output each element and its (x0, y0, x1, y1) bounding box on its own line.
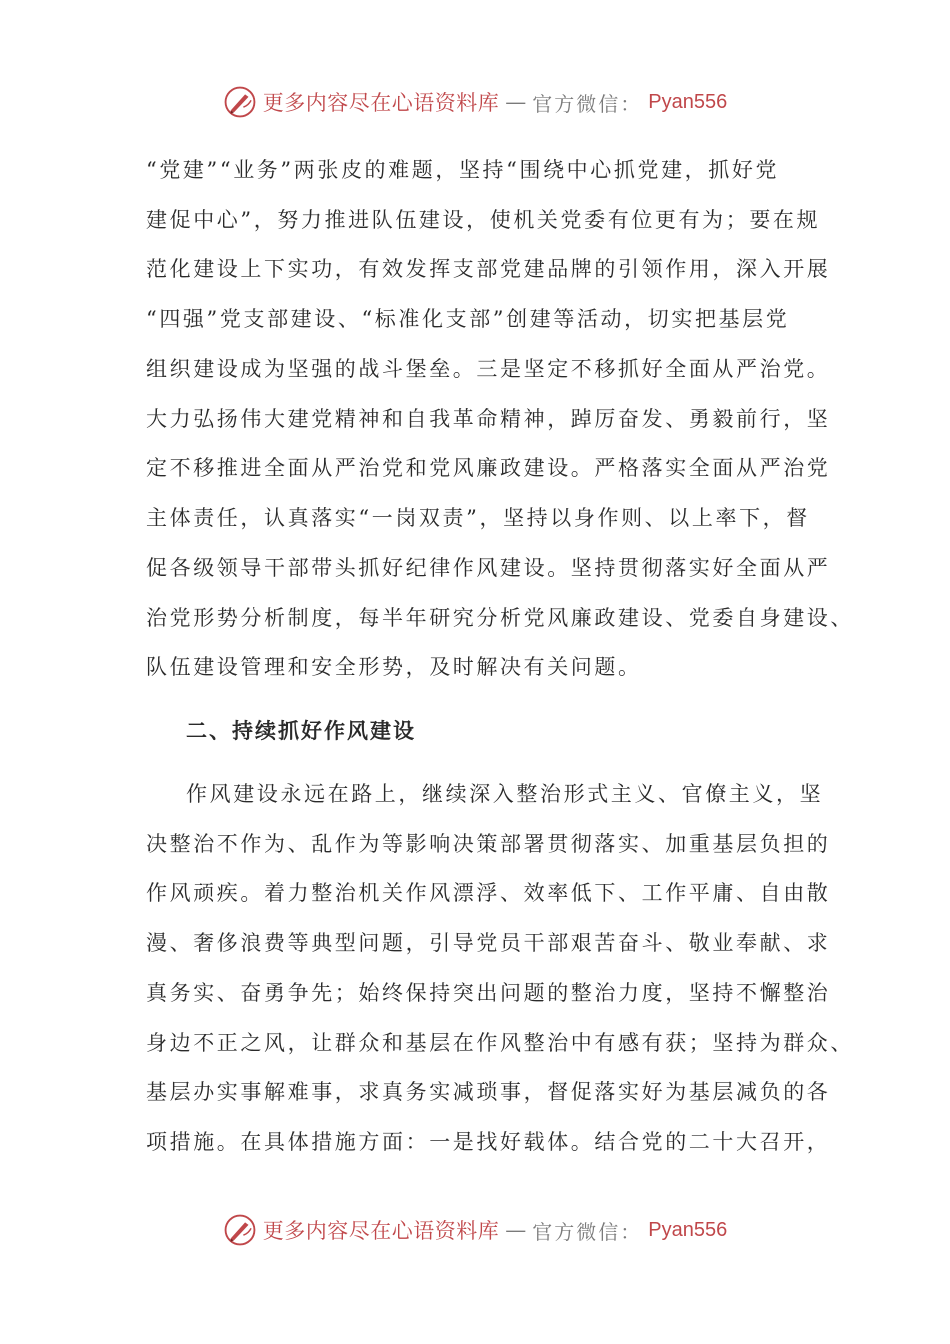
watermark-separator: — (505, 90, 527, 114)
text-line: 作风顽疾。着力整治机关作风漂浮、效率低下、工作平庸、自由散 (146, 881, 831, 905)
watermark-brand: 更多内容尽在心语资料库 (262, 91, 500, 115)
text-line: 范化建设上下实功，有效发挥支部党建品牌的引领作用，深入开展 (146, 257, 831, 281)
watermark-wechat-id: Pyan556 (648, 1218, 728, 1241)
text-line: 促各级领导干部带头抓好纪律作风建设。坚持贯彻落实好全面从严 (146, 556, 831, 580)
text-line: 基层办实事解难事，求真务实减琐事，督促落实好为基层减负的各 (146, 1080, 831, 1104)
text-line: “党建”“业务”两张皮的难题，坚持“围绕中心抓党建，抓好党 (146, 158, 780, 182)
text-line: 身边不正之风，让群众和基层在作风整治中有感有获；坚持为群众、 (146, 1031, 854, 1055)
text-line: 项措施。在具体措施方面：一是找好载体。结合党的二十大召开， (146, 1130, 831, 1154)
footer-watermark (0, 1210, 950, 1250)
watermark-brand: 更多内容尽在心语资料库 (262, 1219, 500, 1243)
text-line: 大力弘扬伟大建党精神和自我革命精神，踔厉奋发、勇毅前行，坚 (146, 407, 831, 431)
watermark-wechat-label: 官方微信： (532, 1219, 643, 1244)
watermark-wechat-id: Pyan556 (648, 90, 728, 113)
text-line: 决整治不作为、乱作为等影响决策部署贯彻落实、加重基层负担的 (146, 832, 831, 856)
text-line: 建促中心”，努力推进队伍建设，使机关党委有位更有为；要在规 (146, 208, 821, 232)
watermark-separator: — (505, 1218, 527, 1242)
text-line: 定不移推进全面从严治党和党风廉政建设。严格落实全面从严治党 (146, 456, 831, 480)
pen-logo-icon (223, 1213, 257, 1247)
text-line: 漫、奢侈浪费等典型问题，引导党员干部艰苦奋斗、敬业奉献、求 (146, 931, 831, 955)
text-line: 组织建设成为坚强的战斗堡垒。三是坚定不移抓好全面从严治党。 (146, 357, 831, 381)
text-line: 主体责任，认真落实“一岗双责”，坚持以身作则、以上率下，督 (146, 506, 810, 530)
text-line: 真务实、奋勇争先；始终保持突出问题的整治力度，坚持不懈整治 (146, 981, 831, 1005)
section-heading: 二、持续抓好作风建设 (186, 718, 416, 743)
text-line: 作风建设永远在路上，继续深入整治形式主义、官僚主义，坚 (186, 782, 824, 806)
text-line: 队伍建设管理和安全形势，及时解决有关问题。 (146, 655, 642, 679)
header-watermark (0, 82, 950, 122)
text-line: “四强”党支部建设、“标准化支部”创建等活动，切实把基层党 (146, 307, 790, 331)
watermark-wechat-label: 官方微信： (532, 91, 643, 116)
pen-logo-icon (223, 85, 257, 119)
text-line: 治党形势分析制度，每半年研究分析党风廉政建设、党委自身建设、 (146, 606, 854, 630)
